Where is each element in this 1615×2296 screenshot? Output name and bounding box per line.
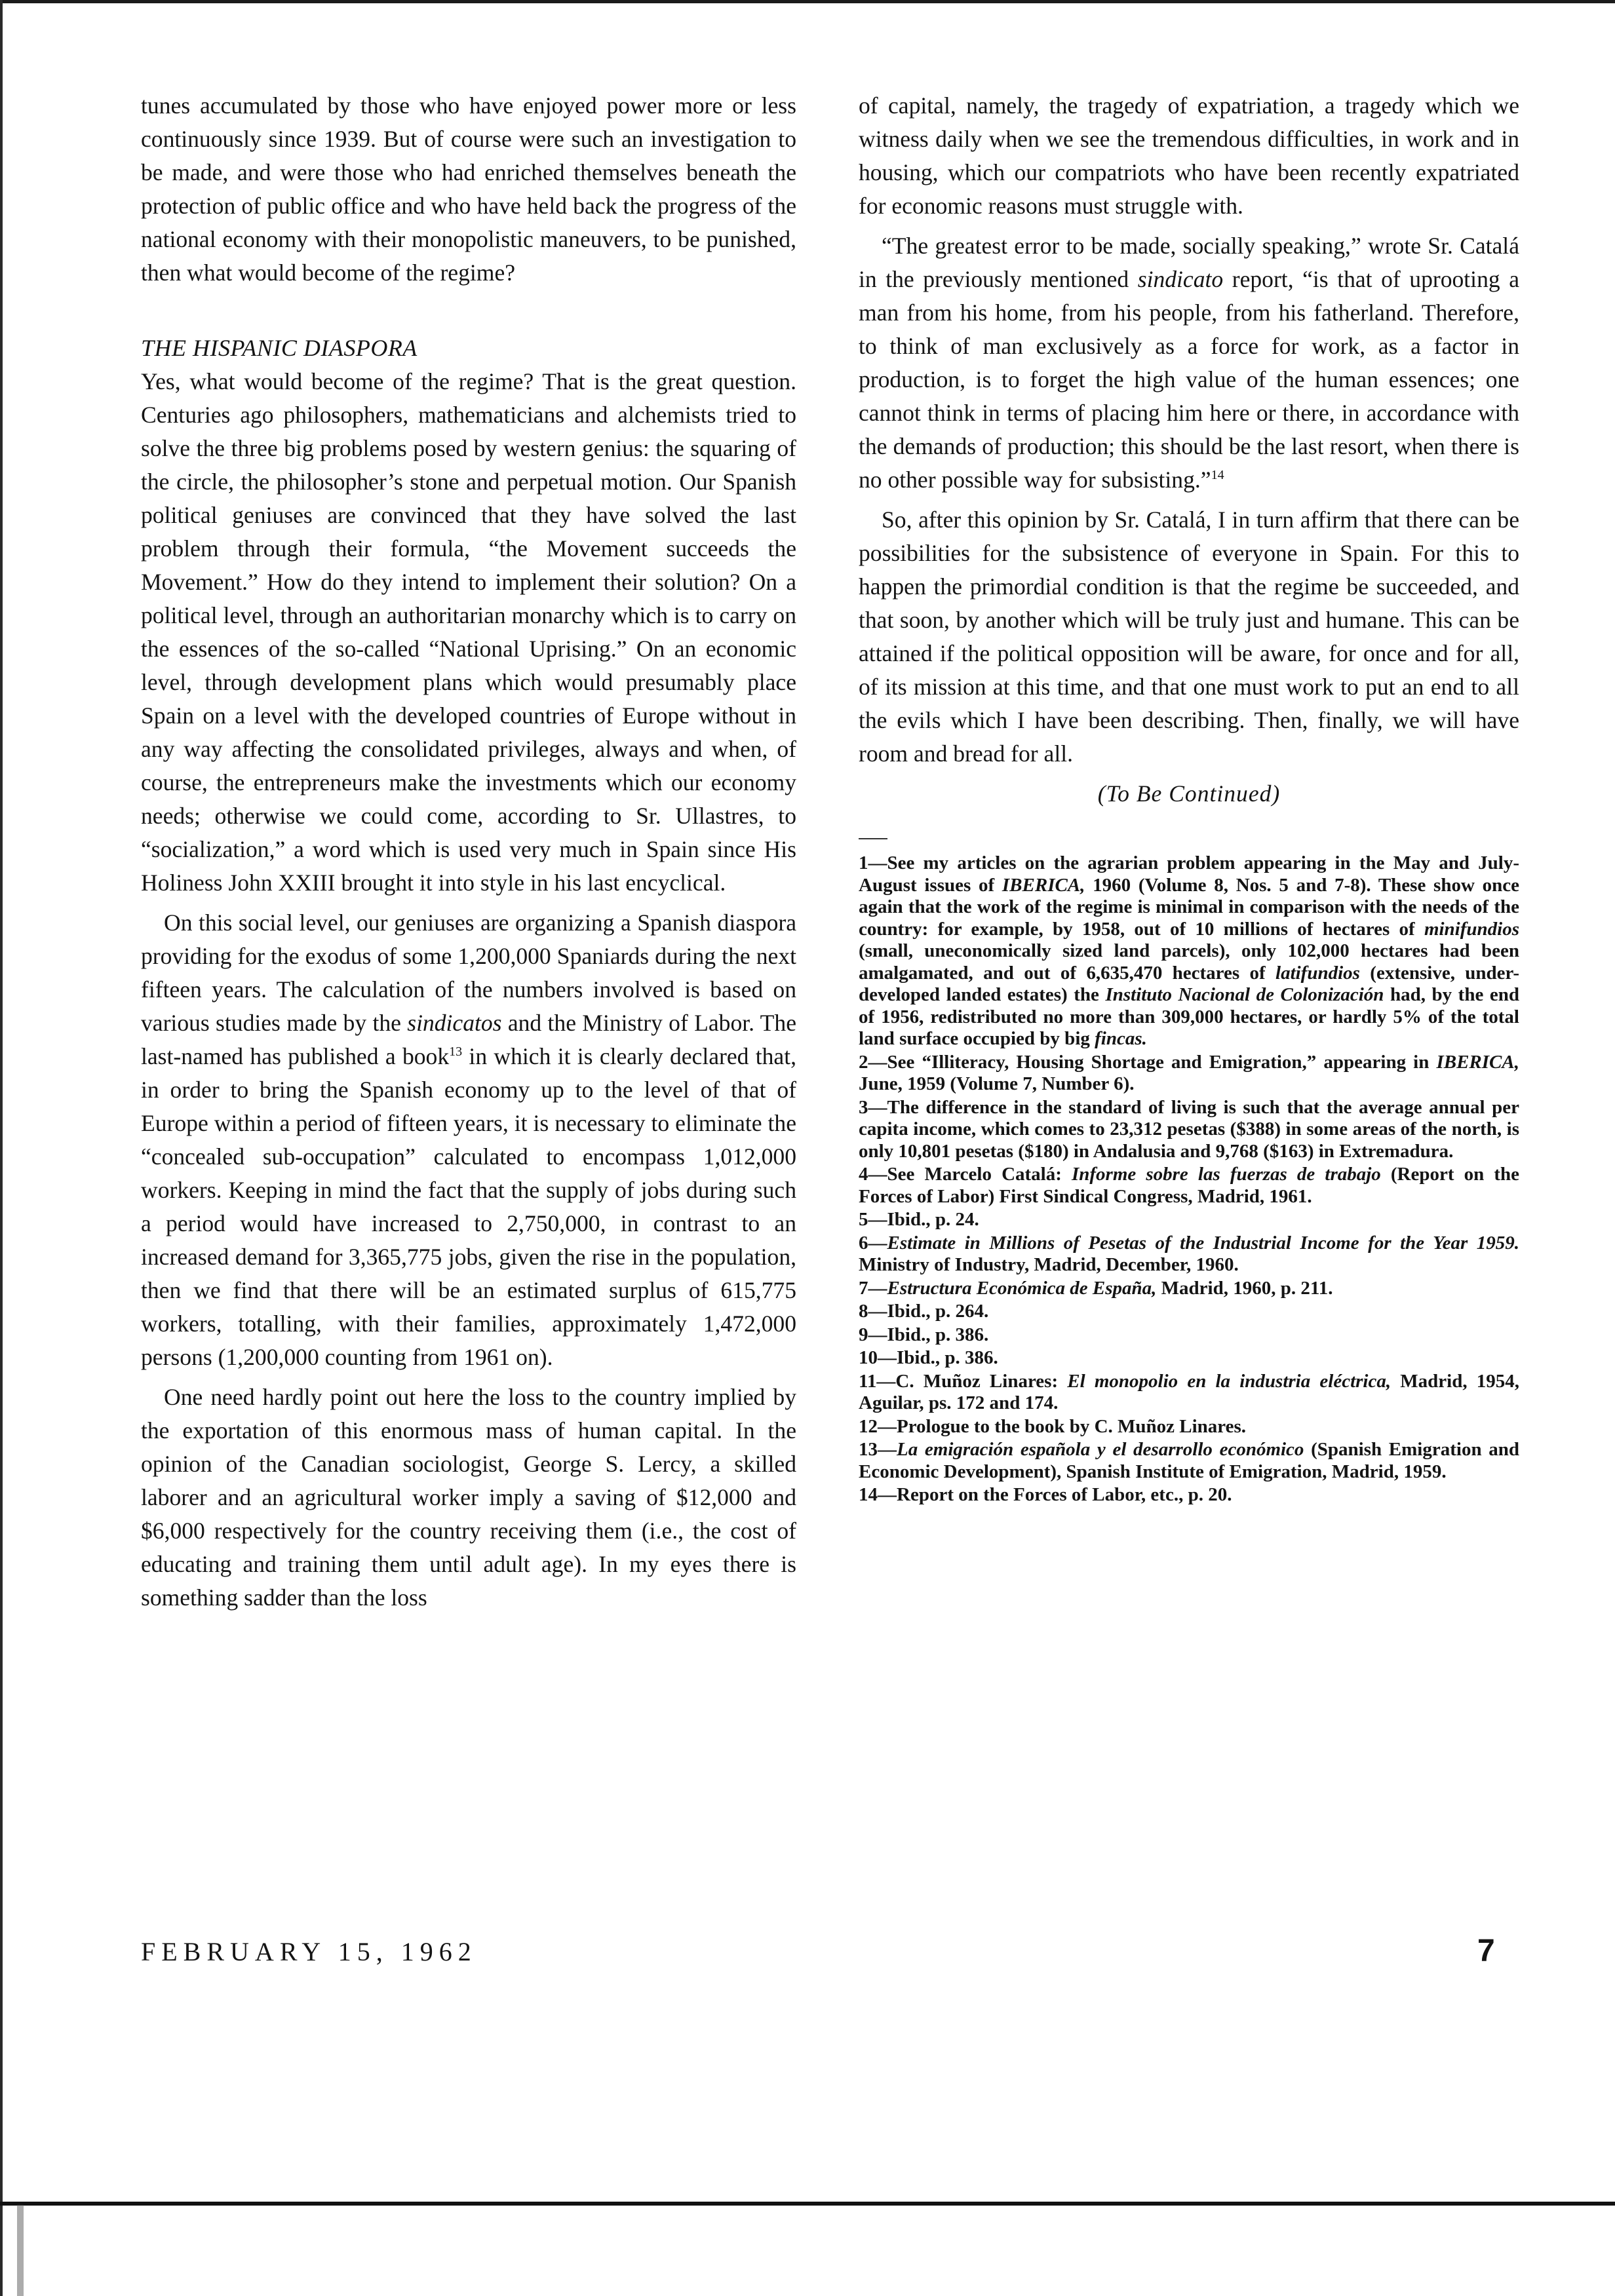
italic-term: El monopolio en la industria eléctrica,: [1067, 1370, 1391, 1392]
section-heading: THE HISPANIC DIASPORA: [141, 335, 418, 361]
text-run: Ministry of Industry, Madrid, December, 1960.: [859, 1254, 1239, 1275]
left-column: [141, 89, 796, 1615]
footnote: 9—Ibid., p. 386.: [859, 1324, 989, 1345]
footnote: 5—Ibid., p. 24.: [859, 1209, 979, 1230]
italic-term: La emigración española y el desarrollo económico: [897, 1439, 1304, 1460]
footnotes: [859, 852, 1519, 1506]
text-run: On this social level, our geniuses are organizing a Spanish diaspora providing for the exodus of some 1,200,000 Spaniards during the next fifteen years. The calculation of the numbers involved is based on various studies made by the: [141, 909, 796, 1036]
italic-term: sindicato: [1137, 266, 1224, 292]
to-be-continued: (To Be Continued): [1097, 780, 1281, 807]
top-border-rule: [0, 0, 1615, 3]
text-run: 7—: [859, 1277, 887, 1299]
footnote: [859, 1164, 1519, 1208]
text-run: (extensive, under-developed landed estates) the: [859, 962, 1519, 1005]
paragraph: [859, 229, 1519, 497]
footnote: 12—Prologue to the book by C. Muñoz Linares.: [859, 1415, 1247, 1437]
text-run: 4—See Marcelo Catalá:: [859, 1164, 1072, 1185]
footnote: [859, 852, 1519, 1050]
italic-term: Instituto Nacional de Colonización: [1105, 984, 1384, 1005]
issue-date: FEBRUARY 15, 1962: [141, 1937, 477, 1966]
text-run: report, “is that of uprooting a man from his home, from his people, from his fatherland. Therefore, to think of man exclusively as a force for work, as a factor in production, is to forget the high value of the human essences; one cannot think in terms of placing him here or there, in accordance with the demands of production; this should be the last resort, when there is no other possible way for subsisting.”: [859, 266, 1519, 493]
paragraph: So, after this opinion by Sr. Catalá, I in turn affirm that there can be possibilities for the subsistence of everyone in Spain. For this to happen the primordial condition is that the regime be succeeded, and that soon, by another which will be truly just and humane. This can be attained if the political opposition will be aware, for once and for all, of its mission at this time, and that one must work to put an end to all the evils which I have been describing. Then, finally, we will have room and bread for all.: [859, 507, 1519, 767]
paragraph: of capital, namely, the tragedy of expatriation, a tragedy which we witness daily when we see the tremendous difficulties, in work and in housing, which our compatriots who have been recently expatriated for economic reasons must struggle with.: [859, 92, 1519, 219]
footnote-ref: 13: [449, 1044, 463, 1060]
text-run: Madrid, 1954, Aguilar, ps. 172 and 174.: [859, 1370, 1519, 1413]
italic-term: minifundios: [1424, 918, 1519, 940]
text-run: had, by the end of 1956, redistributed no more than 309,000 hectares, or hardly 5% of the total land surface occupied by big: [859, 984, 1519, 1049]
italic-term: latifundios: [1275, 962, 1360, 984]
footnote: [859, 1052, 1519, 1096]
footnote: 8—Ibid., p. 264.: [859, 1301, 989, 1322]
paragraph: [141, 906, 796, 1374]
italic-term: Informe sobre las fuerzas de trabajo: [1071, 1164, 1381, 1185]
text-run: in which it is clearly declared that, in order to bring the Spanish economy up to the level of that of Europe within a period of fifteen years, it is necessary to eliminate the “concealed sub-occupation” calculated to encompass 1,012,000 workers. Keeping in mind the fact that the supply of jobs during such a period would have increased to 2,750,000, in contrast to an increased demand for 3,365,775 jobs, given the rise in the population, then we find that there will be an estimated surplus of 615,775 workers, totalling, with their families, approximately 1,472,000 persons (1,200,000 counting from 1961 on).: [141, 1043, 796, 1370]
text-run: (small, uneconomically sized land parcels), only 102,000 hectares had been amalgamated, and out of 6,635,470 hectares of: [859, 940, 1519, 984]
text-run: 6—: [859, 1232, 887, 1253]
footnote: [859, 1278, 1519, 1300]
text-run: Madrid, 1960, p. 211.: [1156, 1277, 1333, 1299]
italic-term: IBERICA,: [1436, 1051, 1519, 1073]
text-run: 1—See my articles on the agrarian problem appearing in the May and July-August issues of: [859, 852, 1519, 896]
paragraph-continued: tunes accumulated by those who have enjoyed power more or less continuously since 1939. But of course were such an investigation to be made, and were those who had enriched themselves beneath the protection of public office and who have held back the progress of the national economy with their monopolistic maneuvers, to be punished, then what would become of the regime?: [141, 92, 796, 286]
italic-term: Estimate in Millions of Pesetas of the Industrial Income for the Year 1959.: [887, 1232, 1519, 1253]
footnote: [859, 1233, 1519, 1276]
paragraph: One need hardly point out here the loss to the country implied by the exportation of this enormous mass of human capital. In the opinion of the Canadian sociologist, George S. Lercy, a skilled laborer and an agricultural worker imply a saving of $12,000 and $6,000 respectively for the country receiving them (i.e., the cost of educating and training them until adult age). In my eyes there is something sadder than the loss: [141, 1384, 796, 1611]
footnote: 10—Ibid., p. 386.: [859, 1347, 998, 1368]
footnote-separator: [859, 838, 887, 839]
text-run: 1960 (Volume 8, Nos. 5 and 7-8). These show once again that the work of the regime is minimal in comparison with the needs of the country: for example, by 1958, out of 10 millions of hectares of: [859, 874, 1519, 940]
italic-term: sindicatos: [407, 1010, 502, 1036]
text-run: 2—See “Illiteracy, Housing Shortage and Emigration,” appearing in: [859, 1051, 1437, 1073]
scan-edge-mark: [17, 2205, 24, 2296]
page-number: 7: [1477, 1934, 1495, 1968]
footnote: [859, 1371, 1519, 1415]
text-run: (Report on the Forces of Labor) First Sindical Congress, Madrid, 1961.: [859, 1164, 1519, 1207]
italic-term: IBERICA,: [1002, 874, 1085, 896]
text-run: and the Ministry of Labor. The last-named has published a book: [141, 1010, 796, 1069]
footnote-ref: 14: [1211, 468, 1224, 483]
paragraph: Yes, what would become of the regime? That is the great question. Centuries ago philosophers, mathematicians and alchemists tried to solve the three big problems posed by western genius: the squaring of the circle, the philosopher’s stone and perpetual motion. Our Spanish political geniuses are convinced that they have solved the last problem through their formula, “the Movement succeeds the Movement.” How do they intend to implement their solution? On a political level, through an authoritarian monarchy which is to carry on the essences of the so-called “National Uprising.” On an economic level, through development plans which would presumably place Spain on a level with the developed countries of Europe without in any way affecting the consolidated privileges, always and when, of course, the entrepreneurs make the investments which our economy needs; otherwise we could come, according to Sr. Ullastres, to “socialization,” a word which is used very much in Spain since His Holiness John XXIII brought it into style in his last encyclical.: [141, 368, 796, 896]
text-run: “The greatest error to be made, socially speaking,” wrote Sr. Catalá in the previously mentioned: [859, 233, 1519, 292]
italic-term: fincas.: [1095, 1028, 1147, 1049]
text-run: 11—C. Muñoz Linares:: [859, 1370, 1068, 1392]
footnote: [859, 1439, 1519, 1483]
italic-term: Estructura Económica de España,: [887, 1277, 1157, 1299]
footnote: 14—Report on the Forces of Labor, etc., p. 20.: [859, 1484, 1232, 1505]
bottom-border-rule: [0, 2202, 1615, 2206]
text-run: 13—: [859, 1439, 897, 1460]
text-run: June, 1959 (Volume 7, Number 6).: [859, 1073, 1135, 1094]
right-column: [859, 89, 1519, 1506]
text-run: (Spanish Emigration and Economic Development), Spanish Institute of Emigration, Madrid, 1959.: [859, 1439, 1520, 1482]
left-border-rule: [0, 0, 3, 2296]
footnote: 3—The difference in the standard of living is such that the average annual per capita income, which comes to 23,312 pesetas ($388) in some areas of the north, is only 10,801 pesetas ($180) in Andalusia and 9,768 ($163) in Extremadura.: [859, 1096, 1519, 1162]
